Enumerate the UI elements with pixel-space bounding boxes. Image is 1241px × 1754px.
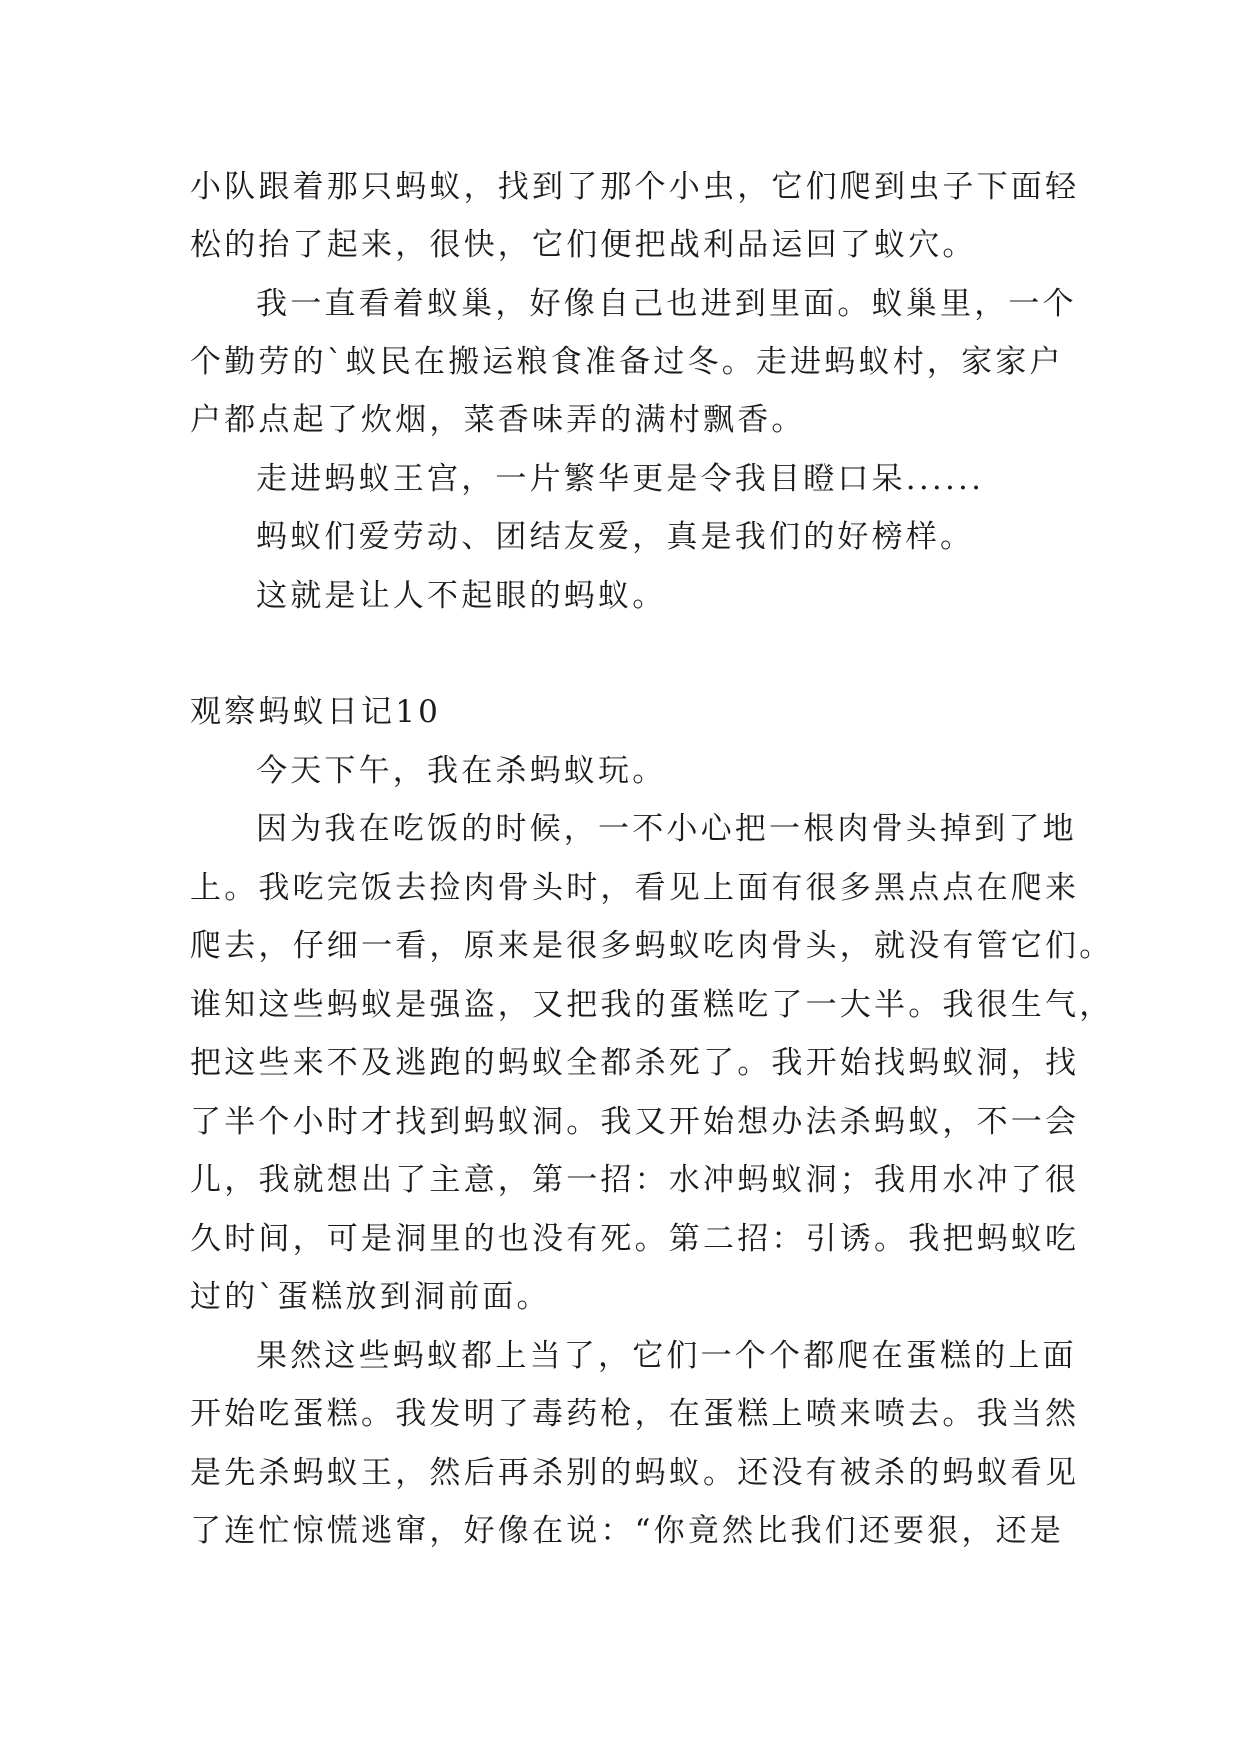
- paragraph-start-line: 因为我在吃饭的时候，一不小心把一根肉骨头掉到了地: [256, 811, 1077, 847]
- text-line: 松的抬了起来，很快，它们便把战利品运回了蚁穴。: [190, 227, 977, 263]
- text-line: 过的`蛋糕放到洞前面。: [190, 1279, 551, 1315]
- section-heading: 观察蚂蚁日记10: [190, 694, 442, 730]
- text-line: 了半个小时才找到蚂蚁洞。我又开始想办法杀蚂蚁，不一会: [190, 1104, 1080, 1140]
- text-line: 上。我吃完饭去捡肉骨头时，看见上面有很多黑点点在爬来: [190, 870, 1080, 906]
- text-line: 把这些来不及逃跑的蚂蚁全都杀死了。我开始找蚂蚁洞，找: [190, 1045, 1080, 1081]
- text-line: 小队跟着那只蚂蚁，找到了那个小虫，它们爬到虫子下面轻: [190, 169, 1080, 205]
- text-line: 是先杀蚂蚁王，然后再杀别的蚂蚁。还没有被杀的蚂蚁看见: [190, 1455, 1080, 1491]
- text-line: 久时间，可是洞里的也没有死。第二招：引诱。我把蚂蚁吃: [190, 1221, 1080, 1257]
- text-line: 了连忙惊慌逃窜，好像在说：“你竟然比我们还要狠，还是: [190, 1513, 1065, 1549]
- paragraph-start-line: 蚂蚁们爱劳动、团结友爱，真是我们的好榜样。: [256, 519, 975, 555]
- paragraph-start-line: 今天下午，我在杀蚂蚁玩。: [256, 753, 667, 789]
- paragraph-start-line: 我一直看着蚁巢，好像自己也进到里面。蚁巢里，一个: [256, 286, 1077, 322]
- text-line: 开始吃蛋糕。我发明了毒药枪，在蛋糕上喷来喷去。我当然: [190, 1396, 1080, 1432]
- paragraph-start-line: 这就是让人不起眼的蚂蚁。: [256, 578, 667, 614]
- text-line: 儿，我就想出了主意，第一招：水冲蚂蚁洞；我用水冲了很: [190, 1162, 1080, 1198]
- text-line: 爬去，仔细一看，原来是很多蚂蚁吃肉骨头，就没有管它们。: [190, 928, 1114, 964]
- paragraph-start-line: 果然这些蚂蚁都上当了，它们一个个都爬在蛋糕的上面: [256, 1338, 1077, 1374]
- text-line: 谁知这些蚂蚁是强盗，又把我的蛋糕吃了一大半。我很生气，: [190, 987, 1114, 1023]
- text-line: 户都点起了炊烟，菜香味弄的满村飘香。: [190, 402, 806, 438]
- text-line: 个勤劳的`蚁民在搬运粮食准备过冬。走进蚂蚁村，家家户: [190, 344, 1064, 380]
- paragraph-start-line: 走进蚂蚁王宫，一片繁华更是令我目瞪口呆......: [256, 461, 985, 497]
